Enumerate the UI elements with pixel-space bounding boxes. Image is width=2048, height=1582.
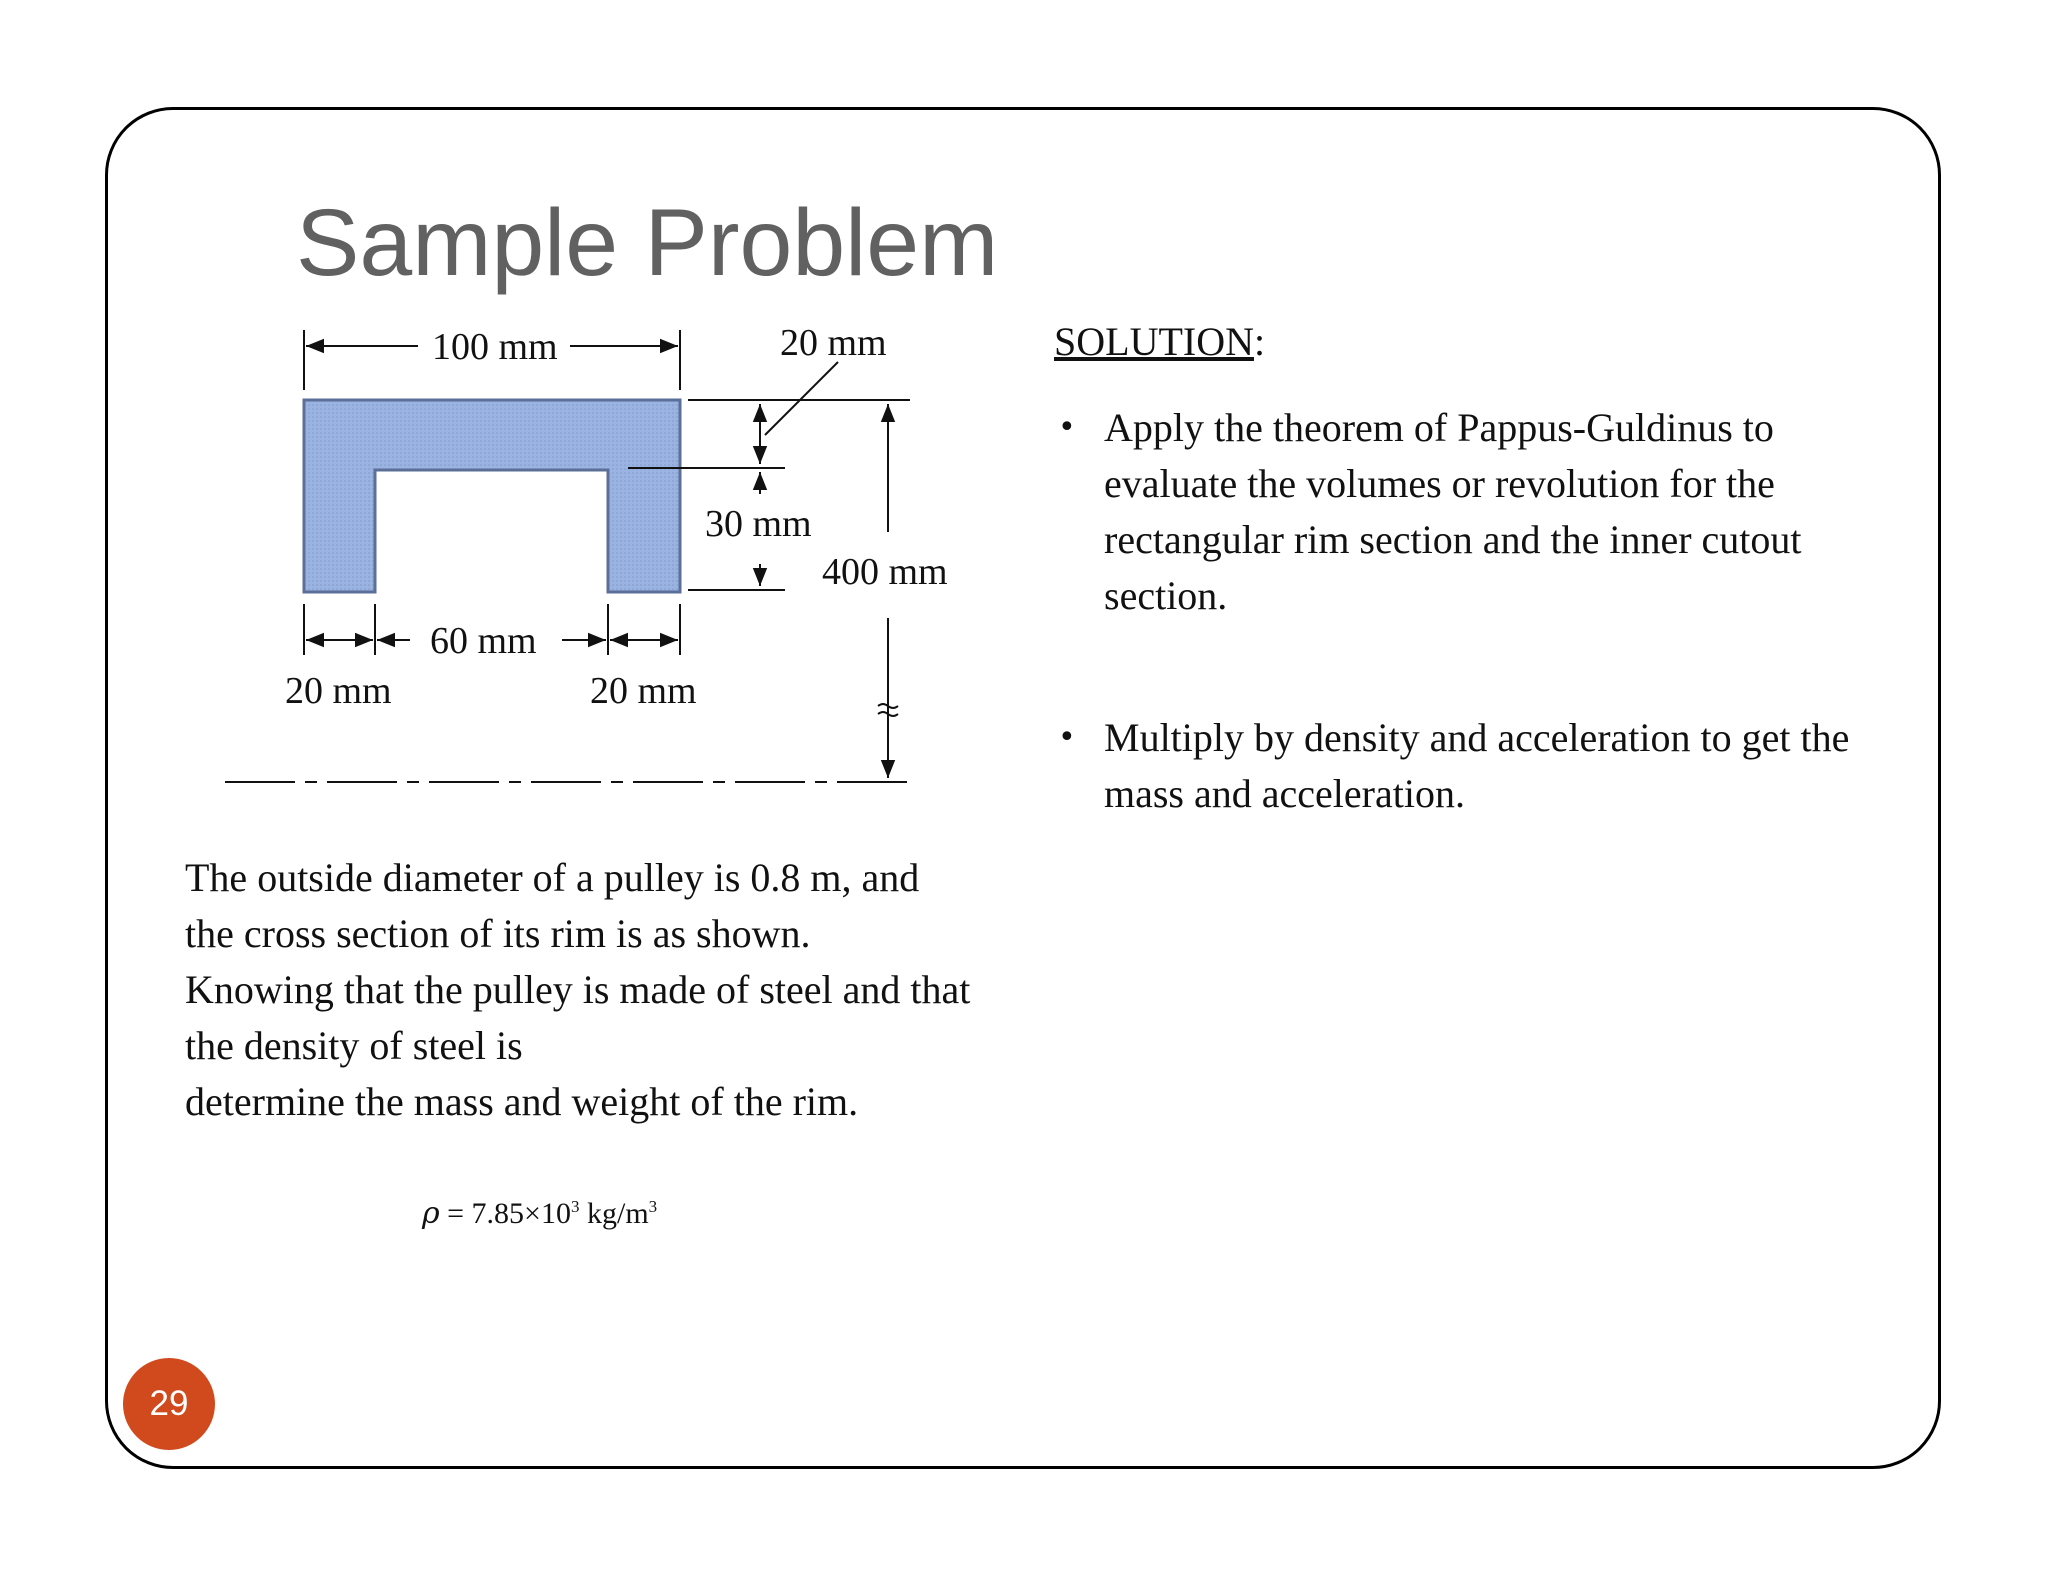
cross-section-diagram [200,300,1000,810]
bullet-icon: • [1058,410,1076,445]
label-outer-radius: 400 mm [822,551,948,593]
problem-line: Knowing that the pulley is made of steel and that [185,967,971,1012]
label-depth: 30 mm [705,503,812,545]
label-flange-thickness: 20 mm [780,322,887,364]
page-number-badge: 29 [123,1358,215,1450]
solution-heading [1054,318,1265,365]
slide-title: Sample Problem [296,190,999,296]
problem-statement [185,850,1025,1130]
label-inner-width: 60 mm [430,620,537,662]
density-formula [422,1196,657,1231]
problem-line: determine the mass and weight of the rim. [185,1079,859,1124]
list-item [1054,400,1894,624]
rim-section-shape [304,400,680,592]
formula-unit-exponent: 3 [648,1197,658,1216]
bullet-icon: • [1058,720,1076,755]
label-right-wall: 20 mm [590,670,697,712]
problem-line: the cross section of its rim is as shown. [185,911,811,956]
bullet-text: Apply the theorem of Pappus-Guldinus to evaluate the volumes or revolution for the rectangular rim section and the inner cutout section. [1104,405,1802,618]
label-left-wall: 20 mm [285,670,392,712]
formula-value: = 7.85×10 [439,1197,571,1230]
formula-exponent: 3 [570,1197,580,1216]
rho-symbol: ρ [422,1196,440,1231]
problem-line: the density of steel is [185,1023,523,1068]
formula-unit: kg/m [579,1197,649,1230]
label-top-width: 100 mm [432,326,558,368]
solution-list [1054,400,1894,822]
solution-heading-text: SOLUTION [1054,319,1254,364]
problem-line: The outside diameter of a pulley is 0.8 m, and [185,855,920,900]
list-item [1054,710,1894,822]
solution-heading-colon: : [1253,319,1266,364]
bullet-text: Multiply by density and acceleration to get the mass and acceleration. [1104,715,1850,816]
